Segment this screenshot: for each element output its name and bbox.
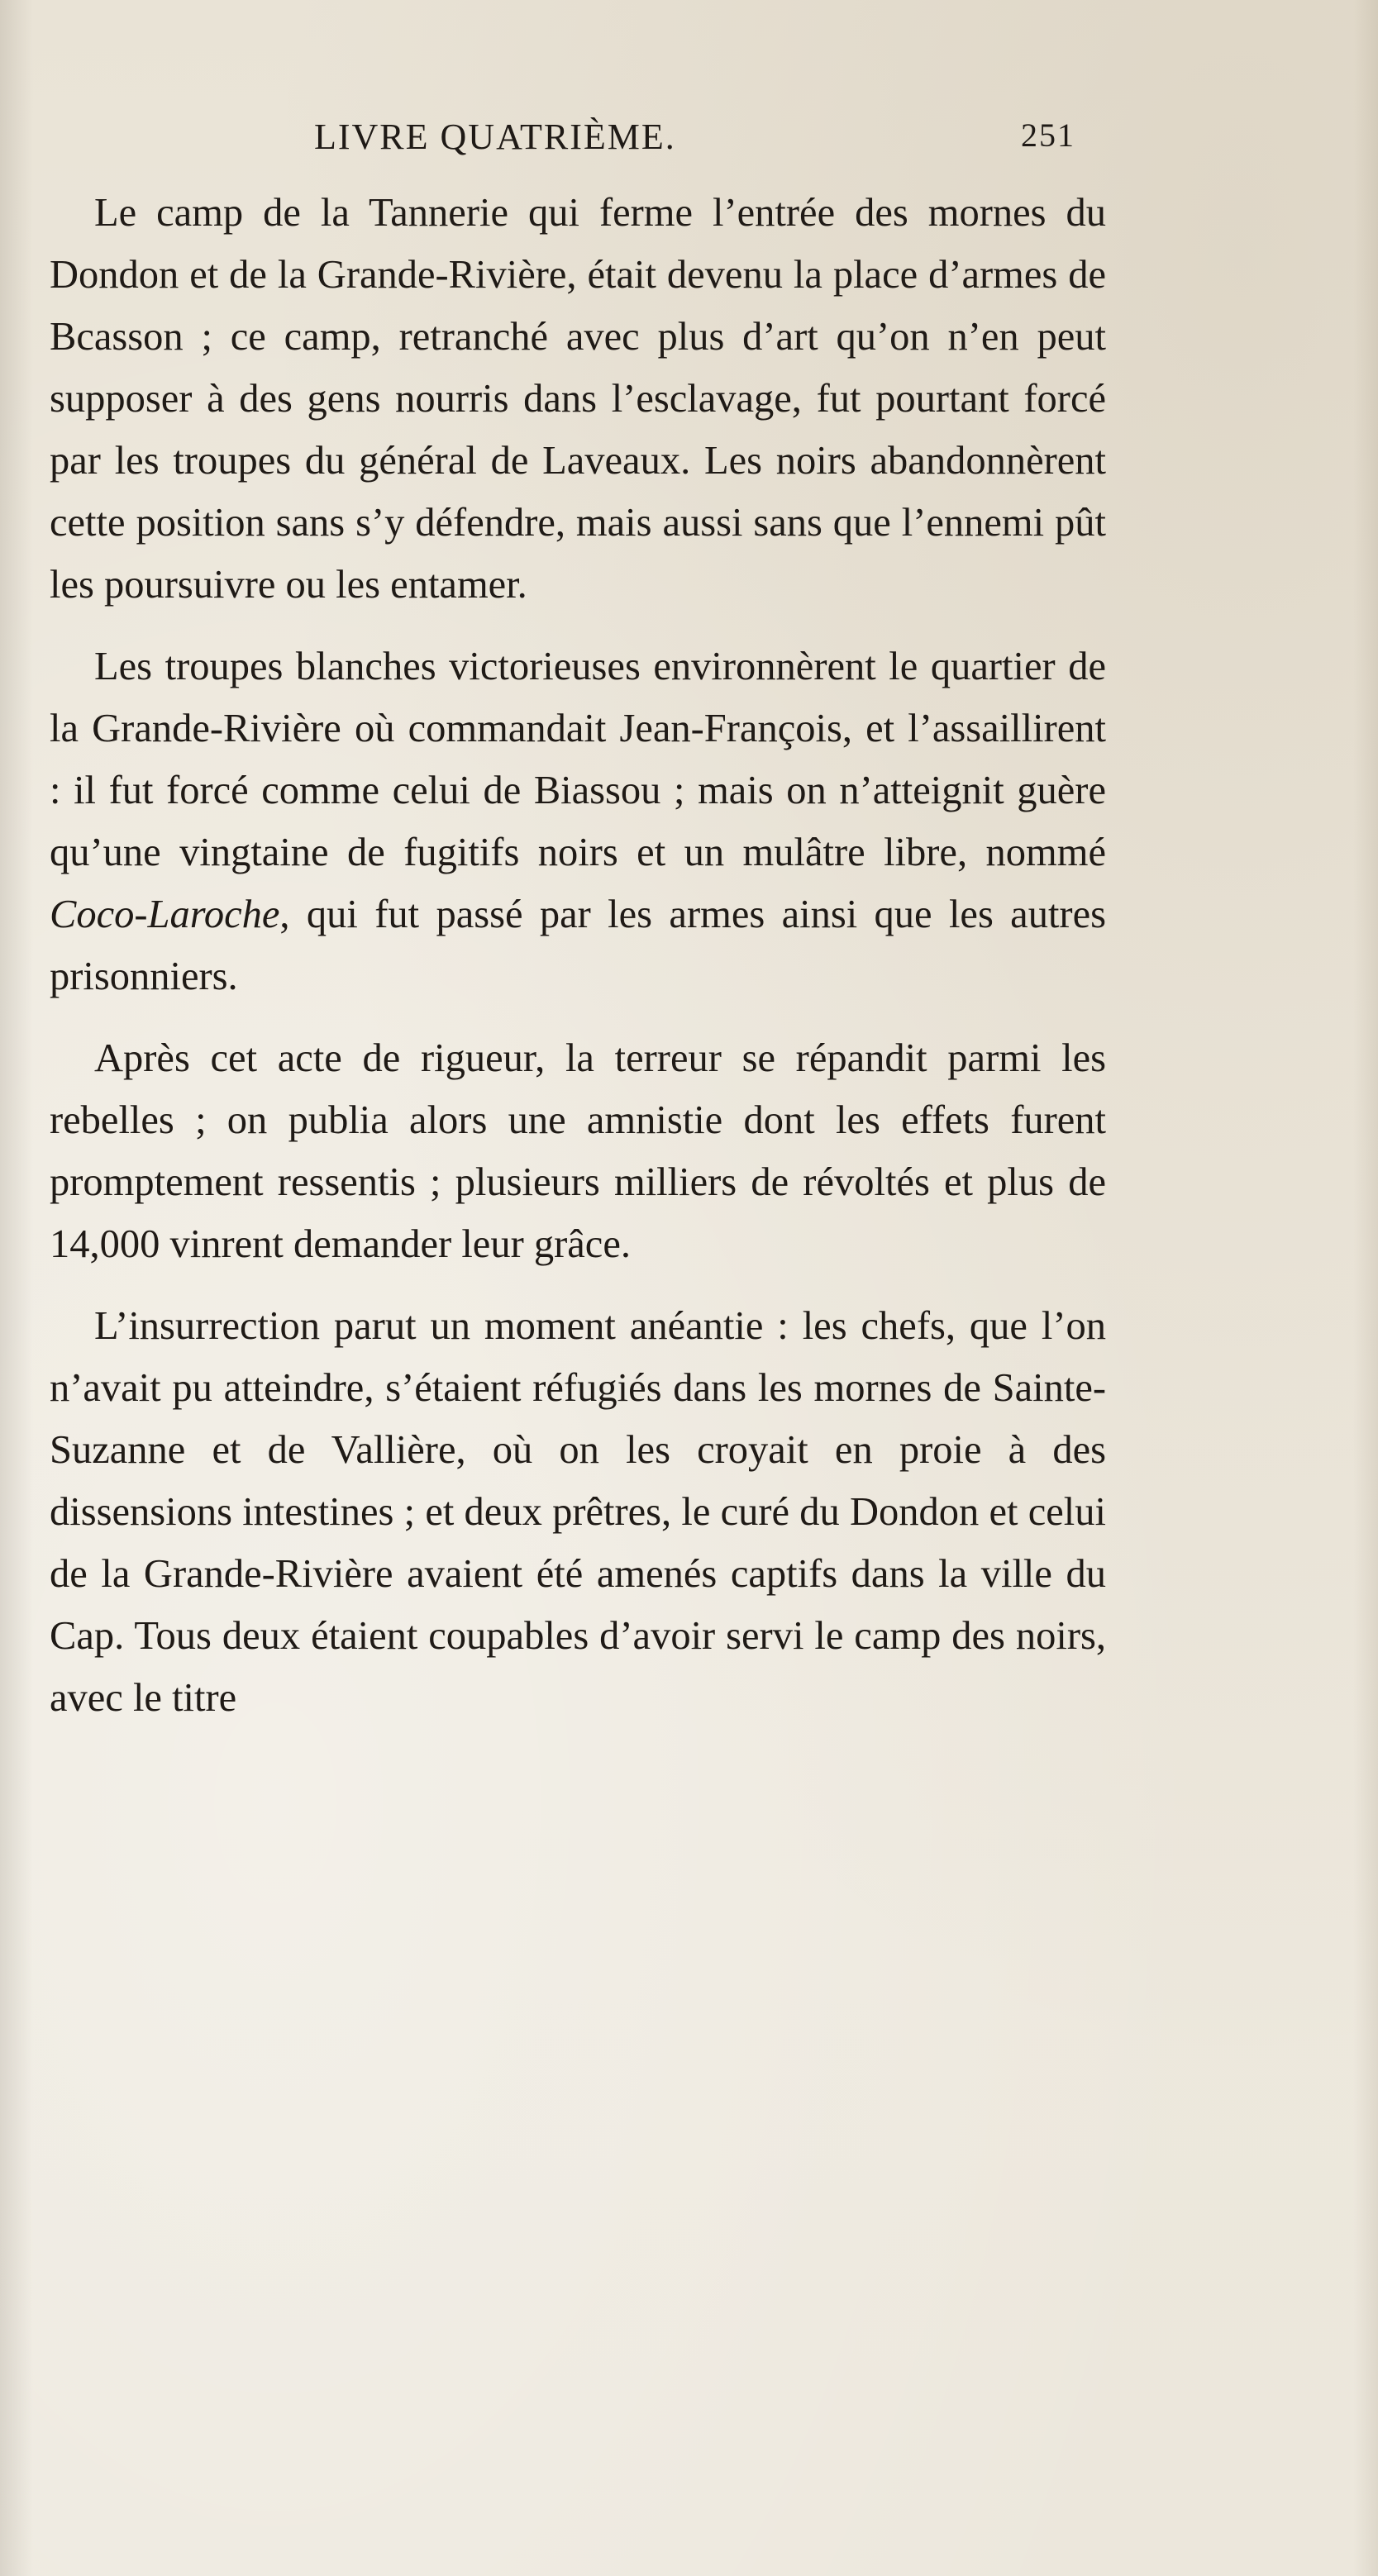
paragraph-2-text-start: Les troupes blanches victorieuses environnèrent le quartier de la Grande-Rivière où commandait Jean-François, et l’assaillirent : il fut forcé comme celui de Biassou ; mais on n’atteignit guère qu’une vingtaine de fugitifs noirs et un mulâtre libre, nommé bbox=[50, 645, 1106, 874]
page-number: 251 bbox=[1021, 117, 1075, 154]
paragraph-2 bbox=[50, 636, 1106, 1007]
paragraph-4: L’insurrection parut un moment anéantie : les chefs, que l’on n’avait pu atteindre, s’étaient réfugiés dans les mornes de Sainte-Suzanne et de Vallière, où on les croyait en proie à des dissensions intestines ; et deux prêtres, le curé du Dondon et celui de la Grande-Rivière avaient été amenés captifs dans la ville du Cap. Tous deux étaient coupables d’avoir servi le camp des noirs, avec le titre bbox=[50, 1304, 1106, 1720]
paragraph-2-text-end: , qui fut passé par les armes ainsi que les autres prisonniers. bbox=[50, 893, 1106, 998]
body-text bbox=[50, 182, 1106, 1749]
italic-name: Coco-Laroche bbox=[50, 893, 280, 936]
running-head bbox=[50, 116, 1105, 165]
paragraph-3: Après cet acte de rigueur, la terreur se répandit parmi les rebelles ; on publia alors une amnistie dont les effets furent promptement ressentis ; plusieurs milliers de révoltés et plus de 14,000 vinrent demander leur grâce. bbox=[50, 1036, 1106, 1266]
paragraph-1: Le camp de la Tannerie qui ferme l’entrée des mornes du Dondon et de la Grande-Rivière, était devenu la place d’armes de Bcasson ; ce camp, retranché avec plus d’art qu’on n’en peut supposer à des gens nourris dans l’esclavage, fut pourtant forcé par les troupes du général de Laveaux. Les noirs abandonnèrent cette position sans s’y défendre, mais aussi sans que l’ennemi pût les poursuivre ou les entamer. bbox=[50, 191, 1106, 607]
running-title: LIVRE QUATRIÈME. bbox=[314, 117, 676, 157]
